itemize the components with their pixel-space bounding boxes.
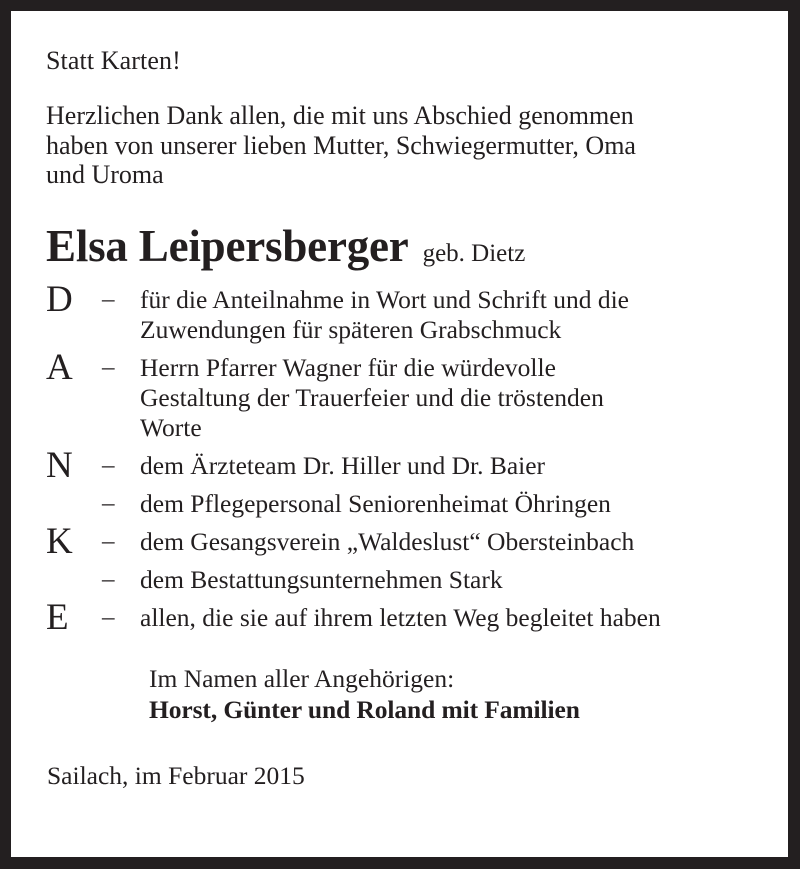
entry-line: Gestaltung der Trauerfeier und die tröstenden: [140, 382, 604, 412]
entry-line: dem Bestattungsunternehmen Stark: [140, 564, 503, 594]
danke-entry-row: [46, 451, 762, 481]
entry-text-cell: [140, 565, 762, 595]
entry-text-cell: [140, 603, 762, 633]
spacer-cell: [140, 481, 762, 489]
entry-line: Worte: [140, 412, 202, 442]
dash-icon: –: [102, 527, 115, 555]
intro-line-3: und Uroma: [46, 160, 164, 189]
row-spacer: [46, 595, 762, 603]
acrostic-letter-cell: [46, 278, 102, 345]
notice-content: [11, 11, 788, 857]
closing-intro: Im Namen aller Angehörigen:: [149, 663, 455, 693]
row-spacer: [46, 481, 762, 489]
dash-cell: [102, 451, 140, 481]
row-spacer: [46, 345, 762, 353]
dash-cell: [102, 527, 140, 557]
entry-line: dem Pflegepersonal Seniorenheimat Öhringen: [140, 488, 611, 518]
entry-line: dem Gesangsverein „Waldeslust“ Obersteinbach: [140, 526, 635, 556]
intro-line-1: Herzlichen Dank allen, die mit uns Abschied genommen: [46, 101, 634, 130]
dash-icon: –: [102, 285, 115, 313]
acrostic-letter-cell: [46, 489, 102, 519]
row-spacer: [46, 519, 762, 527]
danke-entry-text: [140, 603, 762, 633]
acrostic-letter-k: K: [46, 520, 73, 562]
spacer-cell: [140, 557, 762, 565]
entry-text-cell: [140, 353, 762, 443]
statt-karten-heading: Statt Karten!: [46, 46, 181, 75]
maiden-name: geb. Dietz: [422, 239, 526, 267]
dash-icon: –: [102, 565, 115, 593]
acrostic-letter-cell: [46, 444, 102, 486]
dash-cell: [102, 565, 140, 595]
spacer-cell: [102, 345, 140, 353]
danke-entry-row: [46, 565, 762, 595]
acrostic-letter-cell: [46, 346, 102, 443]
intro-line-2: haben von unserer lieben Mutter, Schwiegermutter, Oma: [46, 130, 636, 160]
danke-entry-row: [46, 527, 762, 557]
danke-entry-text: [140, 527, 762, 557]
danke-entry-row: [46, 603, 762, 633]
acrostic-letter-a: A: [46, 346, 73, 388]
deceased-name: Elsa Leipersberger: [46, 220, 409, 271]
spacer-cell: [140, 519, 762, 527]
acrostic-letter-cell: [46, 520, 102, 562]
entry-text-cell: [140, 451, 762, 481]
spacer-cell: [102, 595, 140, 603]
spacer-cell: [102, 519, 140, 527]
spacer-cell: [102, 481, 140, 489]
acrostic-letter-e: E: [46, 596, 69, 638]
entry-text-cell: [140, 285, 762, 345]
entry-line: dem Ärzteteam Dr. Hiller und Dr. Baier: [140, 450, 546, 480]
danke-entry-row: [46, 489, 762, 519]
dash-cell: [102, 285, 140, 345]
danke-entry-text: [140, 353, 762, 443]
closing-family-names: Horst, Günter und Roland mit Familien: [149, 694, 580, 724]
danke-entry-row: [46, 285, 762, 345]
dash-cell: [102, 603, 140, 633]
entry-text-cell: [140, 489, 762, 519]
danke-entry-text: [140, 489, 762, 519]
danke-entry-text: [140, 565, 762, 595]
entry-line: allen, die sie auf ihrem letzten Weg begleitet haben: [140, 602, 661, 632]
entry-text-cell: [140, 527, 762, 557]
intro-paragraph: [46, 101, 762, 190]
entry-line: Herrn Pfarrer Wagner für die würdevolle: [140, 352, 556, 382]
deceased-name-block: [46, 221, 762, 271]
spacer-cell: [102, 443, 140, 451]
entry-line: Zuwendungen für späteren Grabschmuck: [140, 314, 562, 344]
spacer-cell: [140, 595, 762, 603]
dash-icon: –: [102, 489, 115, 517]
row-spacer: [46, 443, 762, 451]
danke-entry-text: [140, 451, 762, 481]
acrostic-letter-cell: [46, 565, 102, 595]
place-and-date: Sailach, im Februar 2015: [47, 760, 305, 790]
acrostic-letter-cell: [46, 596, 102, 638]
row-spacer: [46, 557, 762, 565]
dash-icon: –: [102, 451, 115, 479]
entry-line: für die Anteilnahme in Wort und Schrift und die: [140, 284, 629, 314]
acrostic-letter-d: D: [46, 278, 73, 320]
dash-cell: [102, 489, 140, 519]
spacer-cell: [140, 443, 762, 451]
danke-entry-row: [46, 353, 762, 443]
spacer-cell: [140, 345, 762, 353]
danke-entry-text: [140, 285, 762, 345]
dash-icon: –: [102, 353, 115, 381]
spacer-cell: [102, 557, 140, 565]
closing-block: [149, 663, 762, 725]
acrostic-letter-n: N: [46, 444, 73, 486]
dash-cell: [102, 353, 140, 443]
danke-acrostic-list: [46, 278, 762, 638]
dash-icon: –: [102, 603, 115, 631]
